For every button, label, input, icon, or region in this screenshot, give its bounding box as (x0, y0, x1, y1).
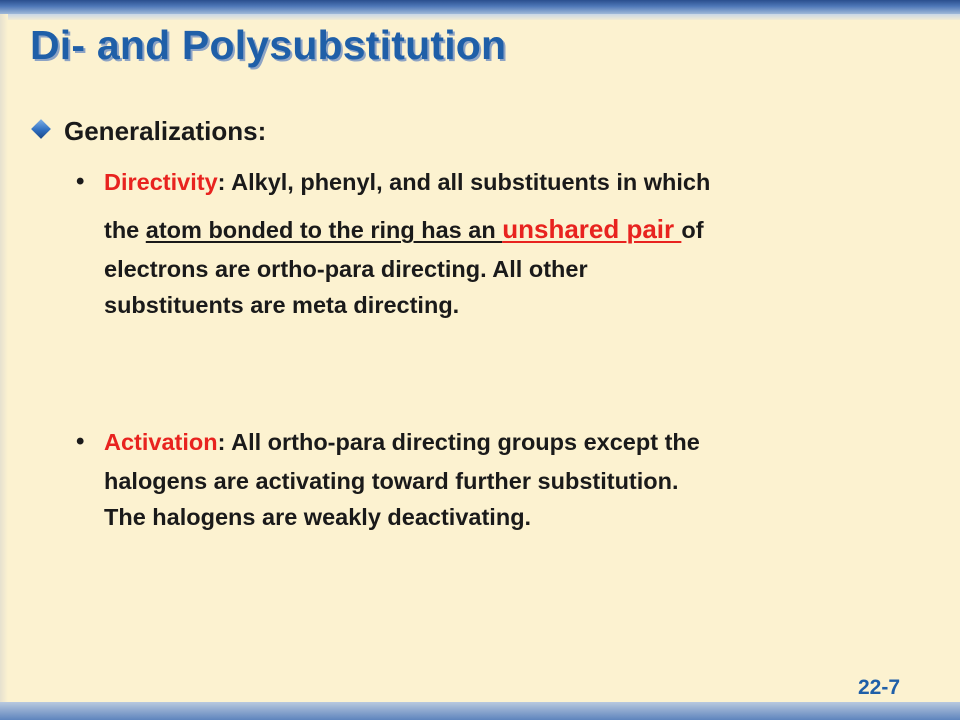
bullet-activation-text: Activation: All ortho-para directing groups except the halogens are activating toward further substitution. The halogens are weakly deactivating. (104, 429, 700, 530)
page-number: 22-7 (858, 676, 901, 699)
top-border-band (0, 0, 960, 14)
diamond-bullet-icon (31, 119, 51, 139)
slide-title: Di- and Polysubstitution (30, 22, 507, 68)
term-activation: Activation (104, 429, 218, 455)
left-edge-shade (0, 14, 8, 720)
heading-text: Generalizations: (64, 116, 267, 146)
bottom-border-band (0, 702, 960, 720)
term-directivity: Directivity (104, 169, 218, 195)
highlight-unshared-pair: unshared pair (502, 214, 682, 244)
bullet-directivity-text: Directivity: Alkyl, phenyl, and all substituents in which the atom bonded to the ring has an unshared pair of electrons are ortho-para directing. All other substituents are meta directing. (104, 169, 711, 318)
dot-bullet-icon: • (76, 168, 85, 195)
dot-bullet-icon: • (76, 428, 85, 455)
underlined-phrase: atom bonded to the ring has an (145, 217, 503, 243)
